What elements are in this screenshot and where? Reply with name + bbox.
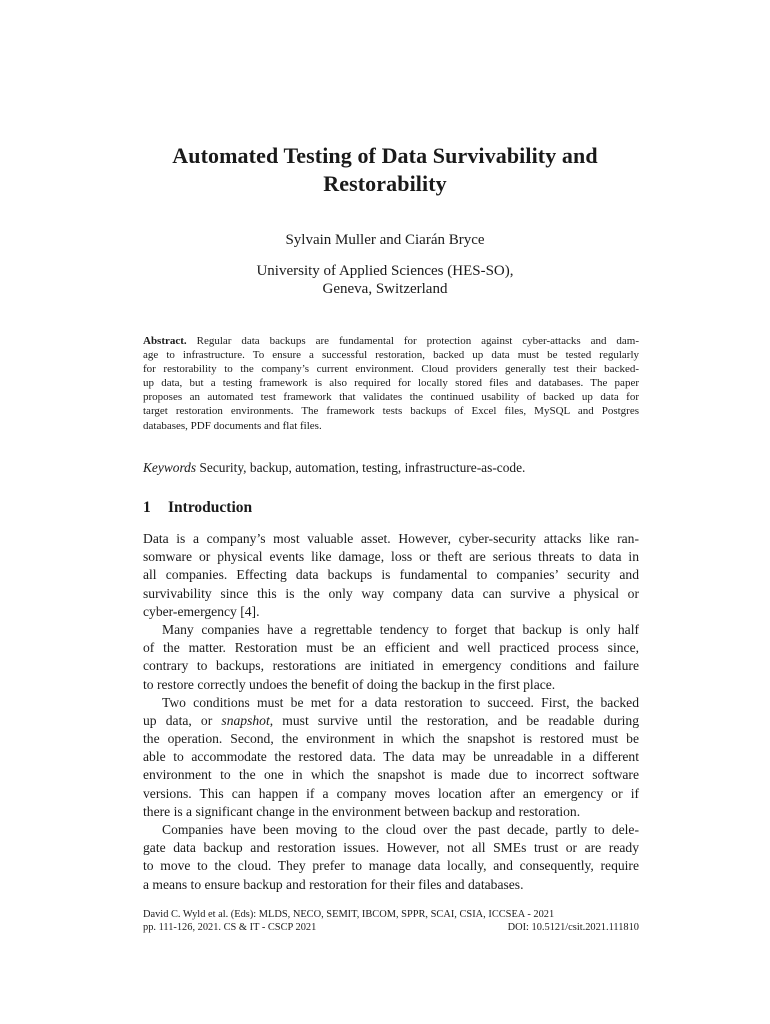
abstract [143,334,639,433]
body-line: of the matter. Restoration must be an efficient and well practiced process since, [143,640,639,656]
abstract-line: for restorability to the company’s current environment. Cloud providers generally test their backed- [143,363,639,376]
affiliation [120,262,650,298]
abstract-line: age to infrastructure. To ensure a successful restoration, backed up data must be tested regularly [143,349,639,362]
body-line: there is a significant change in the environment between backup and restoration. [143,803,581,819]
keywords [143,459,639,477]
body-line: a means to ensure backup and restoration for their files and databases. [143,876,524,892]
introduction-body [143,530,639,894]
body-line: Many companies have a regrettable tendency to forget that backup is only half [162,621,639,637]
body-line: somware or physical events like damage, loss or theft are serious threats to data in [143,549,639,565]
abstract-line: proposes an automated test framework that validates the continued usability of backed up data for [143,391,639,404]
body-line: cyber-emergency [4]. [143,603,260,619]
footer-citation: David C. Wyld et al. (Eds): MLDS, NECO, SEMIT, IBCOM, SPPR, SCAI, CSIA, ICCSEA - 2021 [143,909,555,920]
body-line: versions. This can happen if a company moves location after an emergency or if [143,785,639,801]
abstract-line [143,334,639,348]
abstract-text: Regular data backups are fundamental for protection against cyber-attacks and dam- [186,335,639,347]
affiliation-line-2: Geneva, Switzerland [322,281,448,297]
abstract-line: databases, PDF documents and flat files. [143,419,322,432]
body-line: environment to the one in which the snapshot is made due to incorrect software [143,767,639,783]
abstract-line: target restoration environments. The framework tests backups of Excel files, MySQL and Postgres [143,405,639,418]
title-line-1: Automated Testing of Data Survivability and [172,143,598,168]
section-heading [143,498,252,518]
body-line: Two conditions must be met for a data restoration to succeed. First, the backed [162,694,639,710]
keywords-text: Security, backup, automation, testing, infrastructure-as-code. [196,460,526,475]
body-line: able to accommodate the restored data. The data may be unreadable in a different [143,749,639,765]
abstract-line: up data, but a testing framework is also required for locally stored files and databases. The paper [143,377,639,390]
affiliation-line-1: University of Applied Sciences (HES-SO), [256,263,514,279]
body-line: to move to the cloud. They prefer to manage data locally, and consequently, require [143,858,639,874]
page-footer [143,909,639,934]
body-line: to restore correctly undoes the benefit of doing the backup in the first place. [143,676,556,692]
body-line: contrary to backups, restorations are initiated in emergency conditions and failure [143,658,639,674]
title-line-2: Restorability [323,171,447,196]
paper-title [120,142,650,198]
body-line: gate data backup and restoration issues. However, not all SMEs trust or are ready [143,840,639,856]
body-line: Companies have been moving to the cloud over the past decade, partly to dele- [162,822,639,837]
footer-row [143,922,639,935]
body-line: the operation. Second, the environment in which the snapshot is restored must be [143,731,639,747]
section-number: 1 [143,499,151,516]
footer-pages: pp. 111-126, 2021. CS & IT - CSCP 2021 [143,921,317,933]
body-line: up data, or snapshot, must survive until the restoration, and be readable during [143,712,639,728]
body-line: survivability since this is the only way company data can survive a physical or [143,585,639,601]
emphasis-snapshot: snapshot [221,712,270,728]
body-line: Data is a company’s most valuable asset. However, cyber-security attacks like ran- [143,531,639,546]
abstract-label: Abstract. [143,335,187,347]
body-line: all companies. Effecting data backups is fundamental to companies’ security and [143,567,639,583]
keywords-label: Keywords [143,460,197,475]
authors: Sylvain Muller and Ciarán Bryce [285,232,485,248]
section-title: Introduction [168,499,253,516]
footer-doi: DOI: 10.5121/csit.2021.111810 [507,921,639,933]
